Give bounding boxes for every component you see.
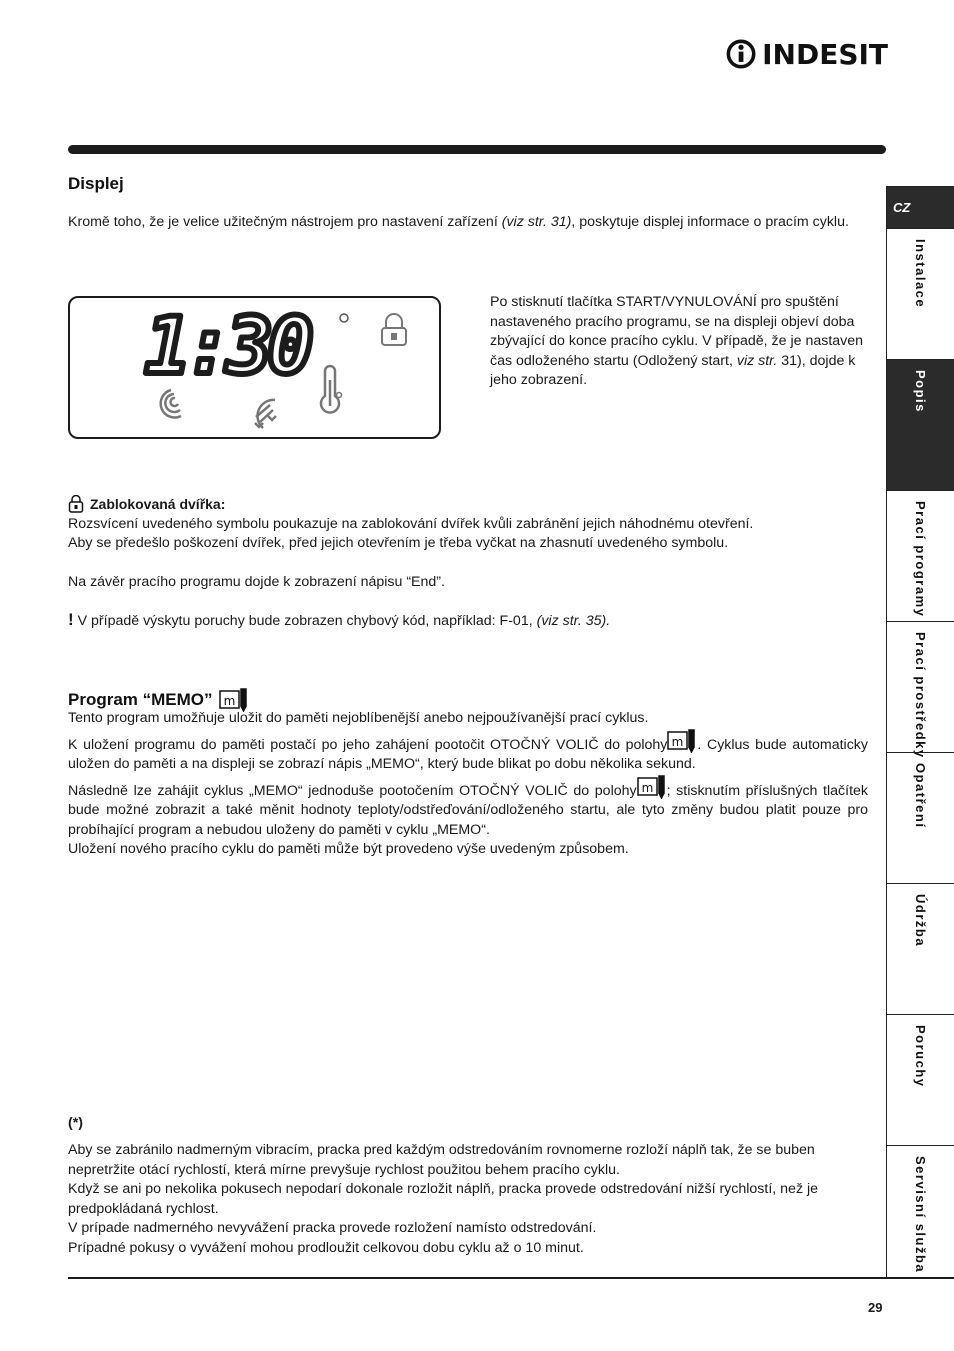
sidebar-tab-label: Popis	[913, 370, 928, 413]
display-side-text-b: 31), dojde k jeho zobrazení.	[490, 352, 856, 388]
memo-p2-a: K uložení programu do paměti postačí po jeho zahájení pootočit OTOČNÝ VOLIČ do polohy	[68, 736, 668, 753]
language-tab[interactable]	[886, 186, 954, 228]
lock-text-1: Rozsvícení uvedeného symbolu poukazuje na zablokování dvířek kvůli zabránění jejich náhodnému otevření.	[68, 516, 754, 532]
footnote-marker: (*)	[68, 1115, 83, 1131]
footer-rule	[68, 1277, 954, 1279]
error-text	[68, 610, 878, 632]
display-intro-text-b: , poskytuje displej informace o pracím cyklu.	[571, 214, 849, 230]
footnote-line: Aby se zabránilo nadmerným vibracím, pracka pred každým odstredováním rovnomerne rozloží náplň tak, že se buben nepretržite otácí rychlostí, která mírne prevyšuje rychlost použitou behem pracího cyklu.	[68, 1142, 815, 1178]
display-intro-text-a: Kromě toho, že je velice užitečným nástrojem pro nastavení zařízení	[68, 214, 502, 230]
lock-icon	[68, 495, 84, 513]
sidebar-tab-praci-prostredky[interactable]	[886, 621, 954, 759]
page-number: 29	[868, 1300, 883, 1315]
sidebar-tab-label: Prací prostředky	[913, 632, 928, 759]
lock-section-heading	[68, 495, 225, 513]
memo-body	[68, 709, 868, 860]
delay-start-icon	[255, 400, 276, 428]
degree-symbol-icon	[340, 314, 348, 322]
sidebar-tab-instalace[interactable]	[886, 228, 954, 359]
display-panel-graphic	[70, 298, 439, 437]
memo-paragraph-4: Uložení nového pracího cyklu do paměti může být provedeno výše uvedeným způsobem.	[68, 841, 629, 857]
sidebar-tab-udrzba[interactable]	[886, 883, 954, 1014]
sidebar-tab-label: Údržba	[913, 894, 928, 948]
memo-icon	[637, 775, 667, 799]
svg-text:m: m	[672, 734, 684, 749]
memo-paragraph-2	[68, 729, 868, 775]
brand-name: INDESIT	[762, 37, 888, 71]
error-text-ref: (viz str. 35).	[536, 613, 611, 629]
sidebar-tab-label: Servisní služba	[913, 1156, 928, 1274]
svg-text:m: m	[223, 694, 235, 708]
lock-icon	[382, 314, 406, 345]
lock-text-2: Aby se předešlo poškození dvířek, před jejich otevřením je třeba vyčkat na zhasnutí uvedeného symbolu.	[68, 535, 729, 551]
display-side-ref: viz str.	[736, 352, 778, 369]
brand-logo	[726, 34, 888, 74]
lock-section-title: Zablokovaná dvířka:	[90, 496, 226, 512]
memo-icon	[667, 729, 697, 753]
header-rule	[68, 145, 886, 154]
footnote-line: Když se ani po nekolika pokusech nepodarí dokonale rozložit náplň, pracka provede odstredování nižší rychlostí, než je predpokládaná rychlost.	[68, 1181, 819, 1217]
display-intro-ref: (viz str. 31)	[501, 214, 572, 230]
display-side-text	[490, 293, 875, 391]
sidebar-tab-poruchy[interactable]	[886, 1014, 954, 1145]
memo-p2-b: . Cyklus bude automaticky uložen do paměti a na displeji se zobrazí nápis „MEMO“, který bude blikat po dobu několika sekund.	[68, 736, 868, 772]
memo-p3-b: ; stisknutím příslušných tlačítek bude možné zobrazit a také měnit hodnoty teploty/odstřeďování/odloženého startu, ale tyto změny budou platit pouze pro probíhající program a nebudou uloženy do paměti v cyklu „MEMO“.	[68, 782, 868, 838]
display-time: 1:30	[144, 302, 308, 392]
sidebar-tab-popis[interactable]	[886, 359, 954, 490]
footnote-line: Prípadné pokusy o vyvážení mohou prodloužit celkovou dobu cyklu až o 10 minut.	[68, 1239, 584, 1256]
display-side-text-a: Po stisknutí tlačítka START/VYNULOVÁNÍ pro spuštění nastaveného pracího programu, se na displeji objeví doba zbývající do konce pracího cyklu. V případě, že je nastaven čas odloženého startu (Odložený start,	[490, 294, 864, 369]
sidebar-tab-label: Prací programy	[913, 501, 928, 618]
error-text-body: V případě výskytu poruchy bude zobrazen chybový kód, například: F-01,	[73, 613, 537, 629]
sidebar-tab-praci-programy[interactable]	[886, 490, 954, 621]
spin-icon	[161, 390, 181, 418]
memo-line-1: Tento program umožňuje uložit do paměti nejoblíbenější anebo nejpoužívanější prací cyklus.	[68, 710, 649, 726]
warning-mark: !	[68, 610, 74, 629]
footnote-body	[68, 1141, 883, 1258]
memo-paragraph-3	[68, 775, 868, 841]
sidebar-tab-label: Instalace	[913, 239, 928, 309]
footnote-line: V prípade nadmerného nevyvážení pracka provede rozložení namísto odstredování.	[68, 1220, 597, 1236]
sidebar-tab-servisni-sluzba[interactable]	[886, 1145, 954, 1278]
section-sidebar	[886, 186, 954, 1278]
indesit-i-logo-icon	[726, 34, 756, 74]
section-title-memo: Program “MEMO”	[68, 690, 213, 709]
display-panel	[68, 296, 441, 439]
svg-text:m: m	[641, 780, 653, 795]
temperature-icon	[321, 366, 342, 412]
section-title-display: Displej	[68, 174, 124, 193]
sidebar-tab-label: Poruchy	[913, 1025, 928, 1088]
language-label: CZ	[893, 200, 911, 215]
display-intro	[68, 213, 865, 233]
sidebar-tab-label: Opatření	[913, 763, 928, 829]
memo-p3-a: Následně lze zahájit cyklus „MEMO“ jednoduše pootočením OTOČNÝ VOLIČ do polohy	[68, 782, 637, 799]
sidebar-tab-opatreni[interactable]	[886, 752, 954, 883]
end-text: Na závěr pracího programu dojde k zobrazení nápisu “End”.	[68, 574, 445, 590]
